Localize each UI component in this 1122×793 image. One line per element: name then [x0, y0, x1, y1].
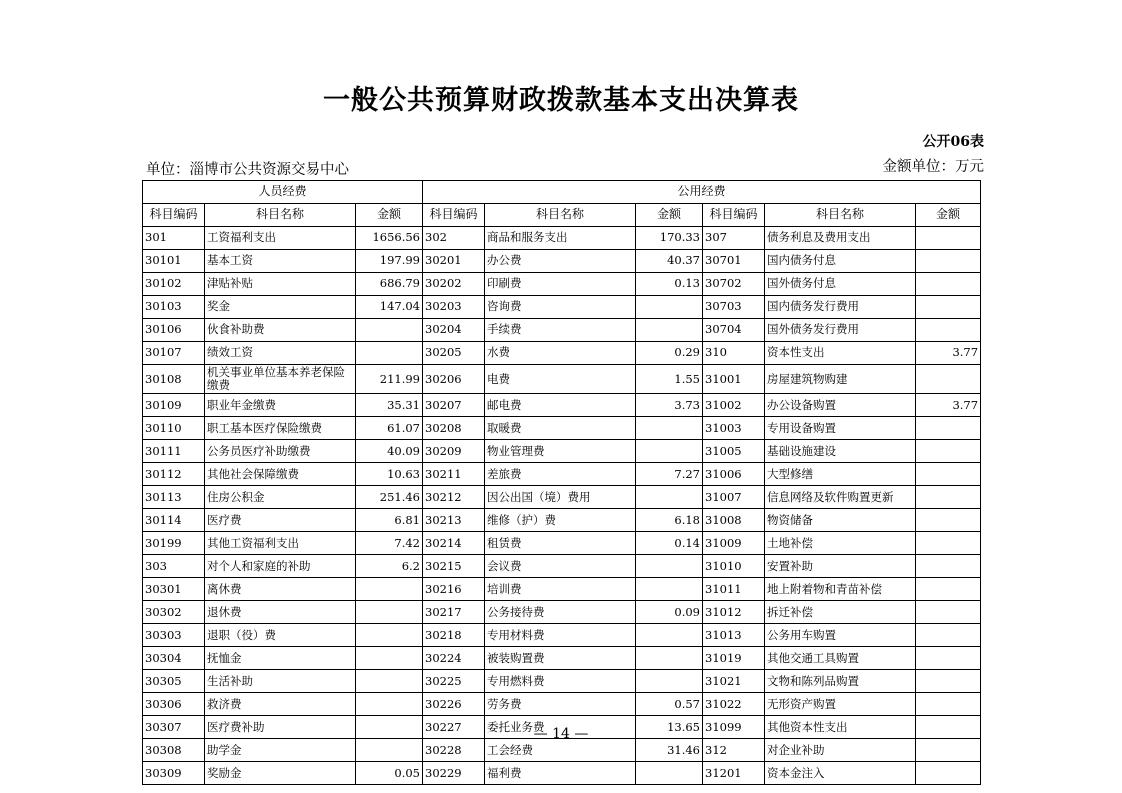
cell-name-capital: 基础设施建设	[765, 440, 916, 463]
cell-name-personnel: 津贴补贴	[205, 273, 356, 296]
column-header-name2: 科目名称	[485, 204, 636, 227]
cell-code-capital: 31011	[703, 578, 765, 601]
cell-code-capital: 30702	[703, 273, 765, 296]
cell-amount-personnel: 40.09	[356, 440, 423, 463]
cell-name-public: 水费	[485, 342, 636, 365]
cell-amount-capital: 3.77	[916, 394, 981, 417]
cell-name-capital: 文物和陈列品购置	[765, 670, 916, 693]
table-row	[143, 532, 981, 555]
cell-name-personnel: 医疗费	[205, 509, 356, 532]
cell-amount-capital	[916, 624, 981, 647]
table-row	[143, 601, 981, 624]
group-header-personnel: 人员经费	[143, 181, 423, 204]
cell-code-public: 30215	[423, 555, 485, 578]
cell-amount-capital	[916, 440, 981, 463]
cell-code-personnel: 301	[143, 227, 205, 250]
cell-code-capital: 30703	[703, 296, 765, 319]
cell-code-personnel: 30103	[143, 296, 205, 319]
cell-amount-public: 7.27	[636, 463, 703, 486]
cell-amount-capital	[916, 296, 981, 319]
cell-code-public: 30218	[423, 624, 485, 647]
cell-amount-personnel	[356, 319, 423, 342]
cell-amount-personnel: 147.04	[356, 296, 423, 319]
cell-name-personnel: 救济费	[205, 693, 356, 716]
cell-amount-capital	[916, 417, 981, 440]
cell-code-capital: 307	[703, 227, 765, 250]
cell-name-public: 专用材料费	[485, 624, 636, 647]
cell-name-public: 维修（护）费	[485, 509, 636, 532]
cell-amount-public	[636, 555, 703, 578]
cell-amount-capital: 3.77	[916, 342, 981, 365]
cell-code-personnel: 30304	[143, 647, 205, 670]
cell-amount-public: 13.65	[636, 716, 703, 739]
cell-code-capital: 31013	[703, 624, 765, 647]
cell-amount-public: 6.18	[636, 509, 703, 532]
cell-amount-capital	[916, 509, 981, 532]
cell-amount-personnel: 197.99	[356, 250, 423, 273]
table-row	[143, 365, 981, 394]
cell-code-public: 30227	[423, 716, 485, 739]
cell-code-personnel: 30102	[143, 273, 205, 296]
cell-name-personnel: 其他工资福利支出	[205, 532, 356, 555]
cell-name-personnel: 对个人和家庭的补助	[205, 555, 356, 578]
cell-name-capital: 房屋建筑物购建	[765, 365, 916, 394]
cell-amount-capital	[916, 463, 981, 486]
cell-code-personnel: 30309	[143, 762, 205, 785]
cell-code-public: 30217	[423, 601, 485, 624]
cell-name-personnel: 机关事业单位基本养老保险缴费	[205, 365, 356, 394]
cell-amount-personnel: 1656.56	[356, 227, 423, 250]
table-row	[143, 227, 981, 250]
budget-table	[142, 180, 981, 785]
cell-amount-personnel	[356, 693, 423, 716]
page-number: — 14 —	[533, 726, 589, 742]
cell-name-capital: 其他交通工具购置	[765, 647, 916, 670]
cell-code-public: 30228	[423, 739, 485, 762]
column-header-code3: 科目编码	[703, 204, 765, 227]
table-row	[143, 762, 981, 785]
table-row	[143, 739, 981, 762]
cell-name-capital: 国内债务付息	[765, 250, 916, 273]
cell-amount-capital	[916, 739, 981, 762]
cell-name-personnel: 生活补助	[205, 670, 356, 693]
cell-code-public: 30208	[423, 417, 485, 440]
cell-amount-personnel	[356, 624, 423, 647]
cell-code-public: 30206	[423, 365, 485, 394]
cell-amount-personnel: 0.05	[356, 762, 423, 785]
table-row	[143, 463, 981, 486]
cell-amount-personnel	[356, 670, 423, 693]
cell-name-public: 取暖费	[485, 417, 636, 440]
cell-code-personnel: 303	[143, 555, 205, 578]
cell-amount-public: 0.13	[636, 273, 703, 296]
cell-amount-capital	[916, 693, 981, 716]
column-header-amount3: 金额	[916, 204, 981, 227]
cell-code-capital: 31003	[703, 417, 765, 440]
cell-amount-public	[636, 647, 703, 670]
cell-name-capital: 国外债务发行费用	[765, 319, 916, 342]
cell-code-capital: 31099	[703, 716, 765, 739]
cell-code-capital: 31002	[703, 394, 765, 417]
cell-code-capital: 31022	[703, 693, 765, 716]
cell-amount-public: 1.55	[636, 365, 703, 394]
cell-name-capital: 资本性支出	[765, 342, 916, 365]
cell-name-public: 福利费	[485, 762, 636, 785]
cell-code-public: 30213	[423, 509, 485, 532]
cell-name-personnel: 职业年金缴费	[205, 394, 356, 417]
cell-name-public: 咨询费	[485, 296, 636, 319]
table-row	[143, 647, 981, 670]
cell-amount-personnel: 686.79	[356, 273, 423, 296]
unit-label: 单位：淄博市公共资源交易中心	[146, 162, 349, 178]
cell-amount-public	[636, 762, 703, 785]
cell-name-public: 劳务费	[485, 693, 636, 716]
cell-amount-public: 0.09	[636, 601, 703, 624]
cell-code-public: 30216	[423, 578, 485, 601]
cell-code-personnel: 30308	[143, 739, 205, 762]
cell-amount-capital	[916, 555, 981, 578]
cell-amount-capital	[916, 647, 981, 670]
cell-code-public: 30214	[423, 532, 485, 555]
cell-amount-public: 31.46	[636, 739, 703, 762]
cell-amount-capital	[916, 578, 981, 601]
cell-name-personnel: 绩效工资	[205, 342, 356, 365]
cell-name-personnel: 住房公积金	[205, 486, 356, 509]
cell-amount-public: 0.57	[636, 693, 703, 716]
cell-amount-capital	[916, 762, 981, 785]
cell-amount-public: 0.14	[636, 532, 703, 555]
cell-code-personnel: 30110	[143, 417, 205, 440]
cell-amount-public	[636, 440, 703, 463]
cell-name-capital: 地上附着物和青苗补偿	[765, 578, 916, 601]
cell-code-personnel: 30101	[143, 250, 205, 273]
cell-name-personnel: 基本工资	[205, 250, 356, 273]
cell-amount-personnel: 6.2	[356, 555, 423, 578]
cell-code-capital: 31021	[703, 670, 765, 693]
cell-amount-capital	[916, 532, 981, 555]
cell-code-capital: 31019	[703, 647, 765, 670]
cell-code-public: 30209	[423, 440, 485, 463]
cell-code-capital: 31006	[703, 463, 765, 486]
cell-name-personnel: 工资福利支出	[205, 227, 356, 250]
cell-amount-capital	[916, 486, 981, 509]
cell-amount-public	[636, 417, 703, 440]
cell-code-public: 30201	[423, 250, 485, 273]
table-row	[143, 670, 981, 693]
table-group-header-row	[143, 181, 981, 204]
cell-amount-personnel	[356, 578, 423, 601]
cell-code-personnel: 30107	[143, 342, 205, 365]
cell-name-capital: 土地补偿	[765, 532, 916, 555]
cell-name-personnel: 退职（役）费	[205, 624, 356, 647]
cell-code-personnel: 30302	[143, 601, 205, 624]
table-row	[143, 509, 981, 532]
cell-name-personnel: 职工基本医疗保险缴费	[205, 417, 356, 440]
table-row	[143, 273, 981, 296]
cell-name-capital: 资本金注入	[765, 762, 916, 785]
cell-amount-personnel: 211.99	[356, 365, 423, 394]
cell-code-personnel: 30305	[143, 670, 205, 693]
cell-name-public: 电费	[485, 365, 636, 394]
cell-name-personnel: 奖金	[205, 296, 356, 319]
cell-code-public: 30202	[423, 273, 485, 296]
cell-code-capital: 30704	[703, 319, 765, 342]
cell-name-personnel: 公务员医疗补助缴费	[205, 440, 356, 463]
cell-code-personnel: 30112	[143, 463, 205, 486]
cell-code-capital: 31201	[703, 762, 765, 785]
table-row	[143, 578, 981, 601]
cell-code-capital: 31008	[703, 509, 765, 532]
cell-name-personnel: 伙食补助费	[205, 319, 356, 342]
cell-code-personnel: 30113	[143, 486, 205, 509]
cell-name-personnel: 医疗费补助	[205, 716, 356, 739]
cell-name-capital: 国内债务发行费用	[765, 296, 916, 319]
cell-amount-public: 0.29	[636, 342, 703, 365]
cell-amount-personnel	[356, 601, 423, 624]
cell-code-personnel: 30306	[143, 693, 205, 716]
cell-name-capital: 其他资本性支出	[765, 716, 916, 739]
cell-name-capital: 物资储备	[765, 509, 916, 532]
column-header-name1: 科目名称	[205, 204, 356, 227]
cell-code-capital: 31007	[703, 486, 765, 509]
cell-name-personnel: 离休费	[205, 578, 356, 601]
cell-name-public: 因公出国（境）费用	[485, 486, 636, 509]
cell-code-capital: 31005	[703, 440, 765, 463]
cell-amount-capital	[916, 319, 981, 342]
cell-amount-personnel	[356, 647, 423, 670]
amount-unit-label: 金额单位：万元	[882, 159, 984, 175]
cell-code-public: 30211	[423, 463, 485, 486]
cell-code-public: 30224	[423, 647, 485, 670]
cell-amount-capital	[916, 250, 981, 273]
cell-amount-personnel: 35.31	[356, 394, 423, 417]
cell-name-capital: 公务用车购置	[765, 624, 916, 647]
cell-code-public: 30205	[423, 342, 485, 365]
cell-name-public: 会议费	[485, 555, 636, 578]
cell-code-capital: 31010	[703, 555, 765, 578]
cell-code-capital: 312	[703, 739, 765, 762]
cell-name-capital: 拆迁补偿	[765, 601, 916, 624]
cell-code-capital: 31009	[703, 532, 765, 555]
table-row	[143, 693, 981, 716]
table-column-header-row	[143, 204, 981, 227]
cell-code-public: 30204	[423, 319, 485, 342]
cell-name-personnel: 退休费	[205, 601, 356, 624]
group-header-public: 公用经费	[423, 181, 981, 204]
cell-amount-public: 40.37	[636, 250, 703, 273]
cell-name-public: 专用燃料费	[485, 670, 636, 693]
cell-name-capital: 安置补助	[765, 555, 916, 578]
cell-amount-public: 3.73	[636, 394, 703, 417]
cell-name-public: 培训费	[485, 578, 636, 601]
cell-code-personnel: 30303	[143, 624, 205, 647]
table-row	[143, 555, 981, 578]
cell-amount-capital	[916, 227, 981, 250]
cell-code-capital: 31012	[703, 601, 765, 624]
cell-code-capital: 30701	[703, 250, 765, 273]
cell-code-personnel: 30109	[143, 394, 205, 417]
cell-name-public: 被装购置费	[485, 647, 636, 670]
cell-name-public: 手续费	[485, 319, 636, 342]
column-header-amount1: 金额	[356, 204, 423, 227]
table-row	[143, 250, 981, 273]
cell-amount-capital	[916, 365, 981, 394]
cell-code-personnel: 30108	[143, 365, 205, 394]
cell-name-capital: 办公设备购置	[765, 394, 916, 417]
cell-name-personnel: 其他社会保障缴费	[205, 463, 356, 486]
cell-amount-personnel: 6.81	[356, 509, 423, 532]
table-row	[143, 394, 981, 417]
cell-name-capital: 大型修缮	[765, 463, 916, 486]
cell-amount-personnel: 61.07	[356, 417, 423, 440]
cell-code-personnel: 30199	[143, 532, 205, 555]
cell-name-public: 租赁费	[485, 532, 636, 555]
cell-name-public: 办公费	[485, 250, 636, 273]
cell-amount-public	[636, 670, 703, 693]
cell-name-capital: 对企业补助	[765, 739, 916, 762]
cell-name-public: 邮电费	[485, 394, 636, 417]
cell-code-capital: 31001	[703, 365, 765, 394]
cell-code-personnel: 30301	[143, 578, 205, 601]
cell-name-public: 差旅费	[485, 463, 636, 486]
cell-amount-personnel	[356, 739, 423, 762]
cell-amount-capital	[916, 670, 981, 693]
cell-code-public: 30203	[423, 296, 485, 319]
cell-code-personnel: 30114	[143, 509, 205, 532]
cell-amount-capital	[916, 601, 981, 624]
cell-code-public: 30207	[423, 394, 485, 417]
cell-code-capital: 310	[703, 342, 765, 365]
cell-amount-personnel: 251.46	[356, 486, 423, 509]
cell-amount-public	[636, 486, 703, 509]
table-body	[143, 227, 981, 785]
cell-amount-capital	[916, 273, 981, 296]
table-row	[143, 624, 981, 647]
cell-amount-personnel: 10.63	[356, 463, 423, 486]
cell-name-public: 商品和服务支出	[485, 227, 636, 250]
cell-name-public: 公务接待费	[485, 601, 636, 624]
cell-amount-personnel	[356, 342, 423, 365]
cell-code-public: 302	[423, 227, 485, 250]
cell-code-personnel: 30106	[143, 319, 205, 342]
cell-name-public: 委托业务费	[485, 716, 636, 739]
table-row	[143, 486, 981, 509]
cell-amount-personnel: 7.42	[356, 532, 423, 555]
table-row	[143, 296, 981, 319]
cell-code-public: 30212	[423, 486, 485, 509]
column-header-code2: 科目编码	[423, 204, 485, 227]
cell-name-public: 印刷费	[485, 273, 636, 296]
cell-name-personnel: 助学金	[205, 739, 356, 762]
table-row	[143, 417, 981, 440]
cell-amount-public	[636, 624, 703, 647]
cell-name-capital: 专用设备购置	[765, 417, 916, 440]
table-row	[143, 342, 981, 365]
column-header-code1: 科目编码	[143, 204, 205, 227]
cell-amount-public: 170.33	[636, 227, 703, 250]
cell-amount-public	[636, 296, 703, 319]
table-row	[143, 440, 981, 463]
cell-name-public: 物业管理费	[485, 440, 636, 463]
cell-amount-public	[636, 578, 703, 601]
cell-code-public: 30229	[423, 762, 485, 785]
cell-name-personnel: 奖励金	[205, 762, 356, 785]
cell-name-capital: 信息网络及软件购置更新	[765, 486, 916, 509]
column-header-amount2: 金额	[636, 204, 703, 227]
table-row	[143, 319, 981, 342]
cell-code-personnel: 30111	[143, 440, 205, 463]
cell-name-capital: 无形资产购置	[765, 693, 916, 716]
column-header-name3: 科目名称	[765, 204, 916, 227]
cell-code-personnel: 30307	[143, 716, 205, 739]
cell-name-public: 工会经费	[485, 739, 636, 762]
cell-code-public: 30226	[423, 693, 485, 716]
cell-code-public: 30225	[423, 670, 485, 693]
cell-name-capital: 债务利息及费用支出	[765, 227, 916, 250]
cell-name-capital: 国外债务付息	[765, 273, 916, 296]
page-title: 一般公共预算财政拨款基本支出决算表	[323, 85, 799, 116]
cell-amount-public	[636, 319, 703, 342]
form-number: 公开06表	[922, 134, 984, 150]
cell-name-personnel: 抚恤金	[205, 647, 356, 670]
